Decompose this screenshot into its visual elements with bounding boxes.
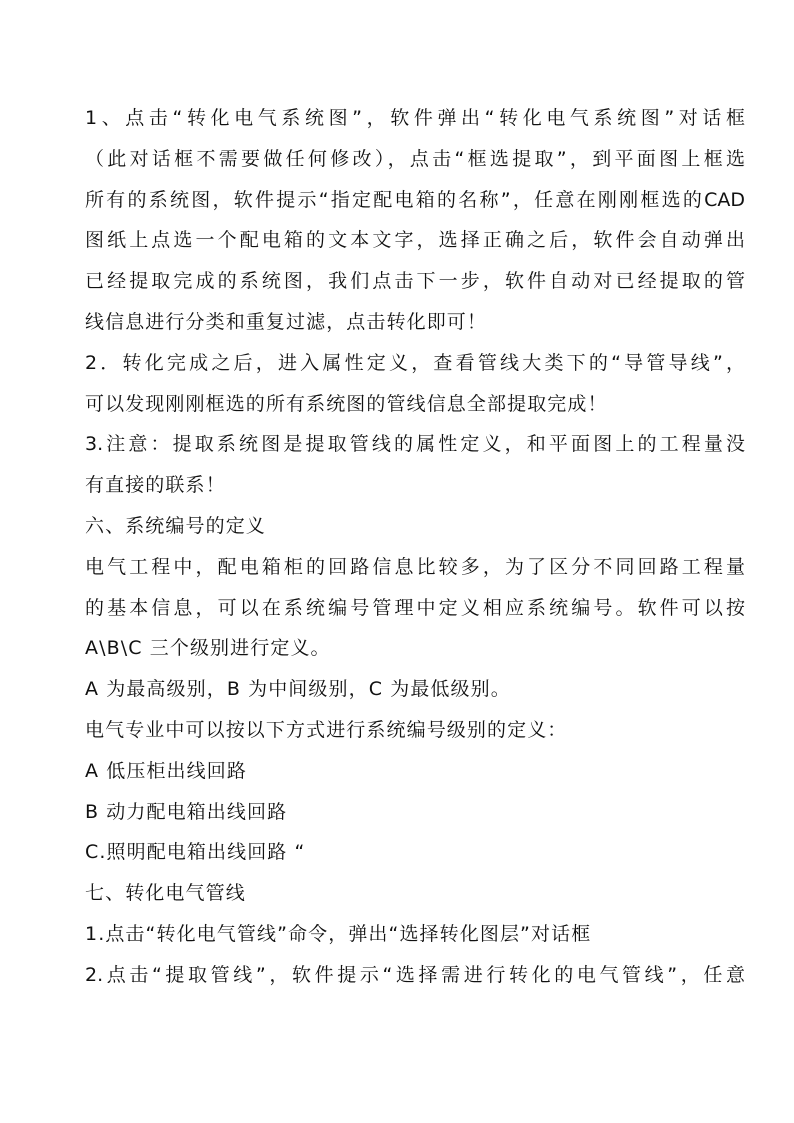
text-line: 2.点击“提取管线”，软件提示“选择需进行转化的电气管线”，任意 [85, 963, 745, 986]
text-line: A\B\C 三个级别进行定义。 [85, 637, 331, 660]
text-line: 所有的系统图，软件提示“指定配电箱的名称”，任意在刚刚框选的CAD [85, 188, 745, 211]
list-item: C.照明配电箱出线回路 “ [85, 841, 306, 864]
text-line: 3.注意：提取系统图是提取管线的属性定义，和平面图上的工程量没 [85, 433, 745, 456]
text-line: 1、点击“转化电气系统图”，软件弹出“转化电气系统图”对话框 [85, 107, 745, 129]
list-item: B 动力配电箱出线回路 [85, 800, 288, 823]
text-line: 2．转化完成之后，进入属性定义，查看管线大类下的“导管导线”， [85, 351, 745, 374]
text-line: 的基本信息，可以在系统编号管理中定义相应系统编号。软件可以按 [85, 596, 745, 619]
list-item: A 低压柜出线回路 [85, 759, 247, 782]
text-line: 电气工程中，配电箱柜的回路信息比较多，为了区分不同回路工程量 [85, 555, 745, 578]
section-heading: 七、转化电气管线 [85, 882, 246, 905]
document-page [85, 98, 745, 996]
text-line: A 为最高级别，B 为中间级别，C 为最低级别。 [85, 678, 511, 701]
text-line: 图纸上点选一个配电箱的文本文字，选择正确之后，软件会自动弹出 [85, 229, 745, 252]
text-line: 电气专业中可以按以下方式进行系统编号级别的定义： [85, 718, 568, 741]
text-line: 1.点击“转化电气管线”命令，弹出“选择转化图层”对话框 [85, 922, 592, 945]
text-line: 有直接的联系！ [85, 474, 226, 497]
text-line: 线信息进行分类和重复过滤，点击转化即可！ [85, 310, 488, 333]
text-line: （此对话框不需要做任何修改），点击“框选提取”，到平面图上框选 [85, 147, 745, 170]
section-heading: 六、系统编号的定义 [85, 514, 266, 537]
text-line: 已经提取完成的系统图，我们点击下一步，软件自动对已经提取的管 [85, 270, 745, 293]
text-line: 可以发现刚刚框选的所有系统图的管线信息全部提取完成！ [85, 392, 608, 415]
